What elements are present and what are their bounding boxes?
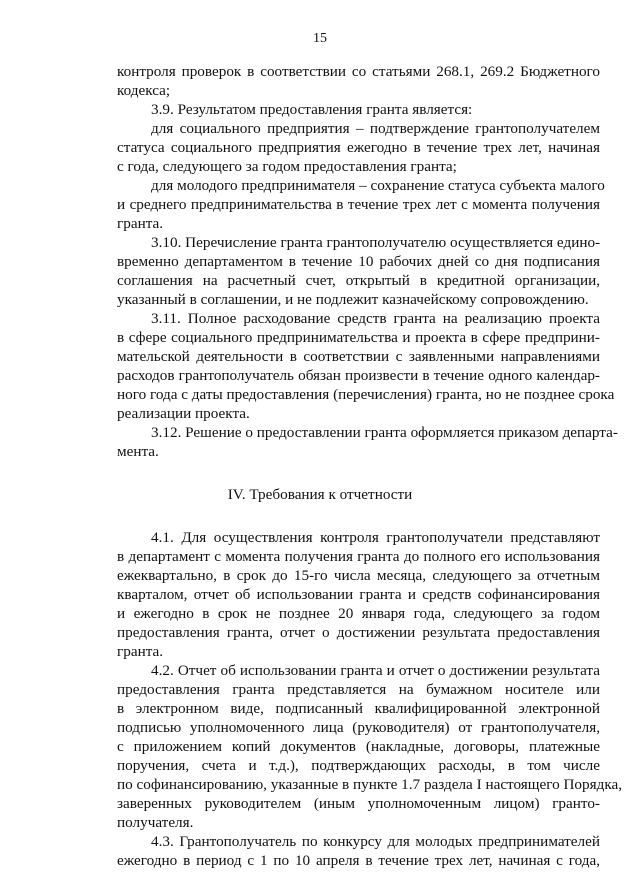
text-line: кварталом, отчет об использовании гранта и средств софинансирования — [117, 586, 600, 603]
text-line: в департамент с момента получения гранта до полного его использования — [117, 548, 600, 565]
text-line: указанный в соглашении, и не подлежит казначейскому сопровождению. — [117, 291, 589, 308]
text-line: 4.1. Для осуществления контроля грантополучатели представляют — [151, 529, 600, 546]
text-line: поручения, счета и т.д.), подтверждающих расходы, в том числе — [117, 757, 600, 774]
text-line: в сфере социального предпринимательства и проекта в сфере предприни- — [117, 329, 600, 346]
section-heading: IV. Требования к отчетности — [227, 486, 413, 503]
text-line: контроля проверок в соответствии со статьями 268.1, 269.2 Бюджетного — [117, 63, 600, 80]
text-line: предоставления гранта, отчет о достижении результата предоставления — [117, 624, 600, 641]
text-line: с приложением копий документов (накладные, договоры, платежные — [117, 738, 600, 755]
text-line: статуса социального предприятия ежегодно в течение трех лет, начиная — [117, 139, 600, 156]
page-number: 15 — [313, 31, 327, 46]
text-line: соглашения на расчетный счет, открытый в кредитной организации, — [117, 272, 600, 289]
text-line: и среднего предпринимательства в течение трех лет с момента получения — [117, 196, 600, 213]
text-line: подписью уполномоченного лица (руководителя) от грантополучателя, — [117, 719, 600, 736]
text-line: для молодого предпринимателя – сохранение статуса субъекта малого — [151, 177, 605, 194]
text-line: 3.9. Результатом предоставления гранта является: — [151, 101, 473, 118]
text-line: 4.2. Отчет об использовании гранта и отчет о достижении результата — [151, 662, 600, 679]
text-line: мательской деятельности в соответствии с заявленными направлениями — [117, 348, 600, 365]
text-line: ного года с даты предоставления (перечисления) гранта, но не позднее срока — [117, 386, 615, 403]
text-line: гранта. — [117, 643, 164, 660]
text-line: ежеквартально, в срок до 15-го числа месяца, следующего за отчетным — [117, 567, 600, 584]
text-line: с года, следующего за годом предоставления гранта; — [117, 158, 457, 175]
text-line: в электронном виде, подписанный квалифицированной электронной — [117, 700, 600, 717]
text-line: ежегодно в период с 1 по 10 апреля в течение трех лет, начиная с года, — [117, 852, 600, 869]
text-line: 4.3. Грантополучатель по конкурсу для молодых предпринимателей — [151, 833, 600, 850]
text-line: реализации проекта. — [117, 405, 250, 422]
text-line: временно департаментом в течение 10 рабочих дней со дня подписания — [117, 253, 600, 270]
text-line: 3.12. Решение о предоставлении гранта оформляется приказом департа- — [151, 424, 618, 441]
text-line: и ежегодно в срок не позднее 20 января года, следующего за годом — [117, 605, 600, 622]
text-line: получателя. — [117, 814, 194, 831]
text-line: кодекса; — [117, 82, 171, 99]
text-line: по софинансированию, указанные в пункте 1.7 раздела I настоящего Порядка, — [117, 776, 623, 793]
text-line: 3.11. Полное расходование средств гранта на реализацию проекта — [151, 310, 600, 327]
text-line: для социального предприятия – подтверждение грантополучателем — [151, 120, 600, 137]
text-line: 3.10. Перечисление гранта грантополучателю осуществляется едино- — [151, 234, 601, 251]
text-line: предоставления гранта представляется на бумажном носителе или — [117, 681, 600, 698]
text-line: заверенных руководителем (иным уполномоченным лицом) гранто- — [117, 795, 600, 812]
text-line: расходов грантополучатель обязан произвести в течение одного календар- — [117, 367, 600, 384]
text-line: гранта. — [117, 215, 164, 232]
text-line: мента. — [117, 443, 159, 460]
